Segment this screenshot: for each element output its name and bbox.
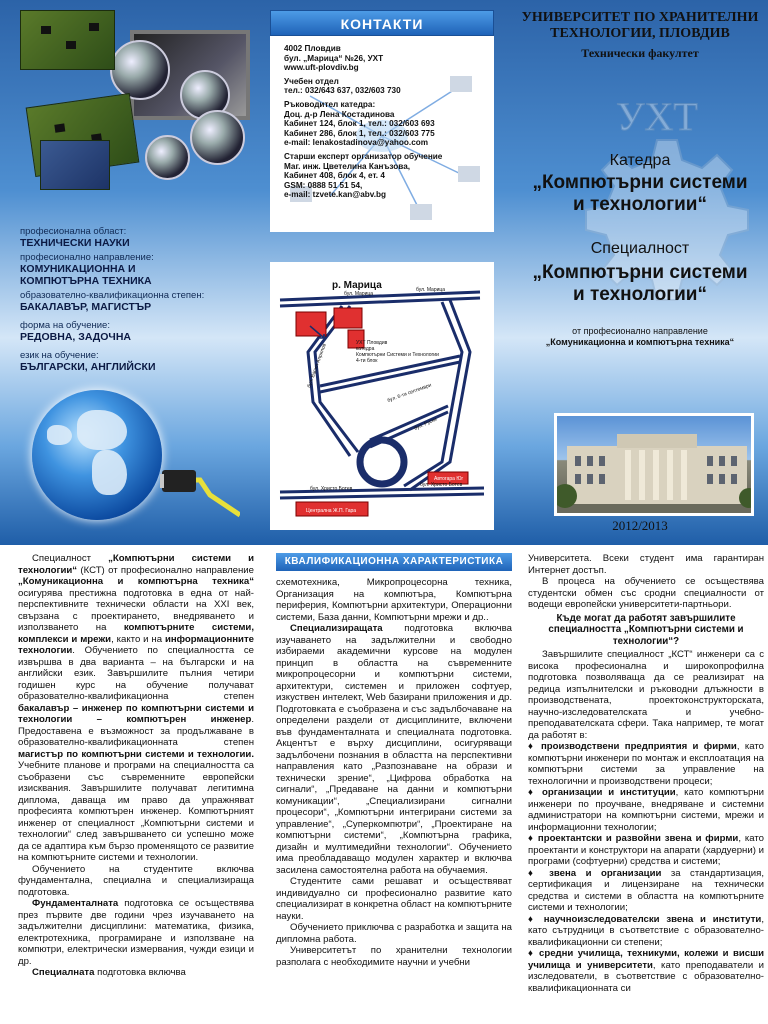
field-value: РЕДОВНА, ЗАДОЧНА — [20, 331, 131, 343]
bus-station-label: Автогара Юг — [434, 476, 464, 482]
head-email-link[interactable]: e-mail: lenakostadinova@yahoo.com — [284, 138, 429, 148]
field-label: форма на обучение: — [20, 320, 110, 331]
contacts-heading: КОНТАКТИ — [270, 10, 494, 36]
text-column-1 — [18, 553, 254, 979]
train-station-label: Централна Ж.П. Гара — [306, 508, 357, 514]
hardware-collage — [20, 10, 252, 195]
camera-icon — [110, 40, 170, 100]
list-item: ♦ проектантски и развойни звена и фирми, като проектанти и конструктори на апарати (хардуерни) и програми (софтуерни) средства и системи; — [528, 833, 765, 867]
department-name — [512, 172, 768, 216]
title-panel — [512, 0, 768, 545]
paragraph: Обучението приключва с разработка и защита на дипломна работа. — [276, 922, 512, 945]
specialty-name-line: и технологии“ — [573, 284, 707, 305]
expert-email-link[interactable]: e-mail: tzvete.kan@abv.bg — [284, 190, 387, 200]
job-list — [528, 741, 764, 994]
expert-name: Маг. инж. Цветелина Канъзова, — [284, 161, 411, 171]
specialty-label: Специалност — [590, 240, 690, 257]
paragraph: Университета. Всеки студент има гарантиран Интернет достъп. — [528, 553, 764, 576]
list-item: ♦ организации и институции, като компютърни инженери по проучване, внедряване и системни администратори на компютърни системи, мрежи и информационни технологии; — [528, 787, 765, 833]
paragraph: схемотехника, Микропроцесорна техника, Организация на компютъра, Компютърна периферия, Компютърни архитектури, Операционни системи, База данни, Компютърни мрежи и др.. — [276, 577, 512, 623]
specialty-name-line: „Компютърни системи — [532, 262, 748, 283]
paragraph: Специалност „Компютърни системи и технологии“ (КСТ) от професионално направление „Комуникационна и компютърна техника“ осигурява престижна подготовка в една от най-перспективните технически области на XXI век, свързана с проектирането, внедряването и използването на компютърните системи, комплекси и мрежи, както и на информационните технологии. Обучението по специалността се извършва в два варианта – на български и на английски език. Завършилите пълния четири годишен курс на обучение получават образователно-квалификационна степен бакалавър – инженер по компютърни системи и технологии – компютърен инженер. Предоставена е възможност за продължаване в образователно-квалификационната степен магистър по компютърни системи и технологии. Учебните планове и програми на специалността са съобразени със съвременните европейски изисквания. Завършилите получават легитимна диплома, даваща им право да упражняват професията компютърен инженер. Компютърният инженер от специалност „Компютърни системи и технологии“ след завършването си успешно може да се адаптира към бързо променящото се развитие на компютърните системи и технологии. — [18, 553, 254, 863]
circuit-board-image — [40, 140, 110, 190]
paragraph: В процеса на обучението се осъществява студентски обмен със сродни специалности от водещи европейски университети-партньори. — [528, 576, 764, 610]
uni-map-label: катедра — [356, 346, 375, 352]
university-name-line: ТЕХНОЛОГИИ, ПЛОВДИВ — [550, 26, 730, 41]
field-area — [20, 226, 130, 249]
university-name-line: УНИВЕРСИТЕТ ПО ХРАНИТЕЛНИ — [521, 10, 759, 25]
map-drawing — [270, 262, 494, 530]
qualification-heading: КВАЛИФИКАЦИОННА ХАРАКТЕРИСТИКА — [276, 553, 512, 571]
expert-office: Кабинет 408, блок 4, ет. 4 — [284, 171, 385, 181]
field-label: образователно-квалификационна степен: — [20, 290, 205, 301]
globe-icon — [32, 390, 162, 520]
head-name: Доц. д-р Лена Костадинова — [284, 109, 395, 119]
department-name-line: и технологии“ — [573, 194, 707, 215]
paragraph: Обучението на студентите включва фундаментална, специална и специализираща подготовка. — [18, 863, 254, 898]
field-label: професионална област: — [20, 226, 127, 237]
field-value: ТЕХНИЧЕСКИ НАУКИ — [20, 237, 130, 249]
field-language — [20, 350, 156, 373]
street-label: бул. Христо Ботев — [420, 482, 463, 488]
text-column-3 — [528, 553, 764, 994]
field-direction — [20, 252, 240, 287]
academic-year: 2012/2013 — [612, 518, 668, 533]
list-item: ♦ звена и организации за стандартизация, сертификация и лицензиране на технически средства и системи в областта на компютърните системи и технологии; — [528, 867, 764, 913]
uni-map-label: УХТ Пловдив — [356, 340, 388, 346]
location-map — [270, 262, 494, 530]
network-cable-icon — [160, 460, 240, 520]
river-label: р. Марица — [332, 280, 382, 291]
department-label: Катедра — [609, 152, 671, 169]
where-to-work-heading: Къде могат да работят завършилите специалността „Компютърни системи и технологии“? — [548, 612, 744, 647]
field-degree — [20, 290, 204, 313]
circuit-board-image — [20, 10, 115, 70]
expert-phone: GSM: 0888 51 51 54, — [284, 180, 363, 190]
website-link[interactable]: www.uft-plovdiv.bg — [284, 63, 359, 73]
street-label: бул. Марица — [416, 287, 446, 293]
office-phone: тел.: 032/643 637, 032/603 730 — [284, 86, 401, 96]
contacts-panel — [256, 0, 512, 545]
contacts-text — [284, 44, 489, 204]
street-label: бул. Марица — [344, 291, 374, 297]
field-value: БЪЛГАРСКИ, АНГЛИЙСКИ — [20, 361, 156, 373]
address-line: бул. „Марица“ №26, УХТ — [284, 53, 384, 63]
department-name-line: „Компютърни системи — [532, 172, 748, 193]
field-value: КОМУНИКАЦИОННА И КОМПЮТЪРНА ТЕХНИКА — [20, 263, 152, 287]
direction-name: „Комуникационна и компютърна техника“ — [545, 337, 735, 347]
field-form — [20, 320, 131, 343]
paragraph: Специалната подготовка включва — [32, 967, 186, 978]
street-label: бул. Васил Априлов — [306, 342, 328, 389]
uni-map-label: 4-ти блок — [356, 358, 378, 364]
field-label: език на обучение: — [20, 350, 99, 361]
office-label: Учебен отдел — [284, 76, 339, 86]
left-cover-panel — [0, 0, 256, 545]
paragraph: Студентите сами решават и осъществяват индивидуално си професионално развитие като специализират в конкретна област на компютърните науки. — [276, 876, 512, 922]
list-item: ♦ производствени предприятия и фирми, като компютърни инженери по монтаж и експлоатация на компютърни системи за управление на технологични и производствени процеси; — [528, 741, 764, 787]
faculty-name: Технически факултет — [581, 46, 699, 60]
street-label: бул. Руски — [413, 416, 438, 432]
camera-icon — [190, 110, 245, 165]
contacts-box — [270, 36, 494, 232]
paragraph: Завършилите специалност „КСТ“ инженери са с висока професионална и широкопрофилна подготовка позволяваща да се реализират на редица изпълнителски и ръководни длъжности в производствената, проектоконструкторската, научно-изследователската и учебно-преподавателската сфери. Така например, те могат да работят в: — [528, 649, 764, 741]
direction-label: от професионално направление — [572, 326, 708, 336]
field-label: професионално направление: — [20, 252, 154, 263]
logo-text: УХТ — [616, 94, 698, 139]
paragraph: Университетът по хранителни технологии разполага с необходимите научни и учебни — [276, 945, 512, 968]
expert-label: Старши експерт организатор обучение — [284, 151, 443, 161]
specialty-name — [512, 262, 768, 306]
head-label: Ръководител катедра: — [284, 99, 376, 109]
paragraph: Фундаменталната подготовка се осъществява през първите две години чрез изучаването на задължителни дисциплини: математика, физика, електротехника, програмиране и използване на компютри, електрически измервания, чужди езици и др. — [18, 898, 254, 967]
professional-direction — [512, 326, 768, 348]
address-line: 4002 Пловдив — [284, 44, 341, 53]
camera-icon — [145, 135, 190, 180]
head-office: Кабинет 286, блок 1, тел.: 032/603 775 — [284, 128, 435, 138]
street-label: бул. Христо Ботев — [310, 486, 353, 492]
paragraph: Специализиращата подготовка включва изучаването на задължителни и свободно избираеми академични курсове на модулен принцип в областта на съвременните микропроцесорни и компютърни системи, архитектури, системен и приложен софтуер, изкуствен интелект, Web базирани приложения и др. Подготовката е съобразена и със задълбочаване на определени раздели от дисциплините, включени във фундаменталната и специалната подготовка. Акцентът е върху дисциплини, осигуряващи задълбочени познания в областта на перспективни направления като „Разпознаване на образи и технически зрение“, „Цифрова обработка на сигнали“, „Предаване на данни и компютърни комуникации“, „Специализирани сигнални процесори“, „Компютърни интегрирани системи за управление“, „Суперкомпютри“, „Проектиране на компютърни системи“, „Компютърна графика, дизайн и мултимедийни технологии“. Обучението има преобладаващо модулен характер и включва засилена самостоятелна работа на обучаемия. — [276, 623, 512, 876]
street-label: бул. 6-ти септември — [386, 382, 433, 404]
list-item: ♦ средни училища, техникуми, колежи и висши училища и университети, като преподаватели и изследователи, в съответствие с образователно-квалификационната си — [528, 948, 764, 994]
university-building-photo — [554, 413, 754, 516]
uni-map-label: Компютърни Системи и Технологии — [356, 352, 439, 358]
list-item: ♦ научноизследователски звена и институти, като сътрудници в съответствие с образователно-квалификационни си степени; — [528, 913, 764, 948]
university-name — [512, 10, 768, 42]
field-value: БАКАЛАВЪР, МАГИСТЪР — [20, 301, 152, 313]
head-office: Кабинет 124, блок 1, тел.: 032/603 693 — [284, 119, 435, 129]
text-column-2 — [276, 553, 512, 968]
